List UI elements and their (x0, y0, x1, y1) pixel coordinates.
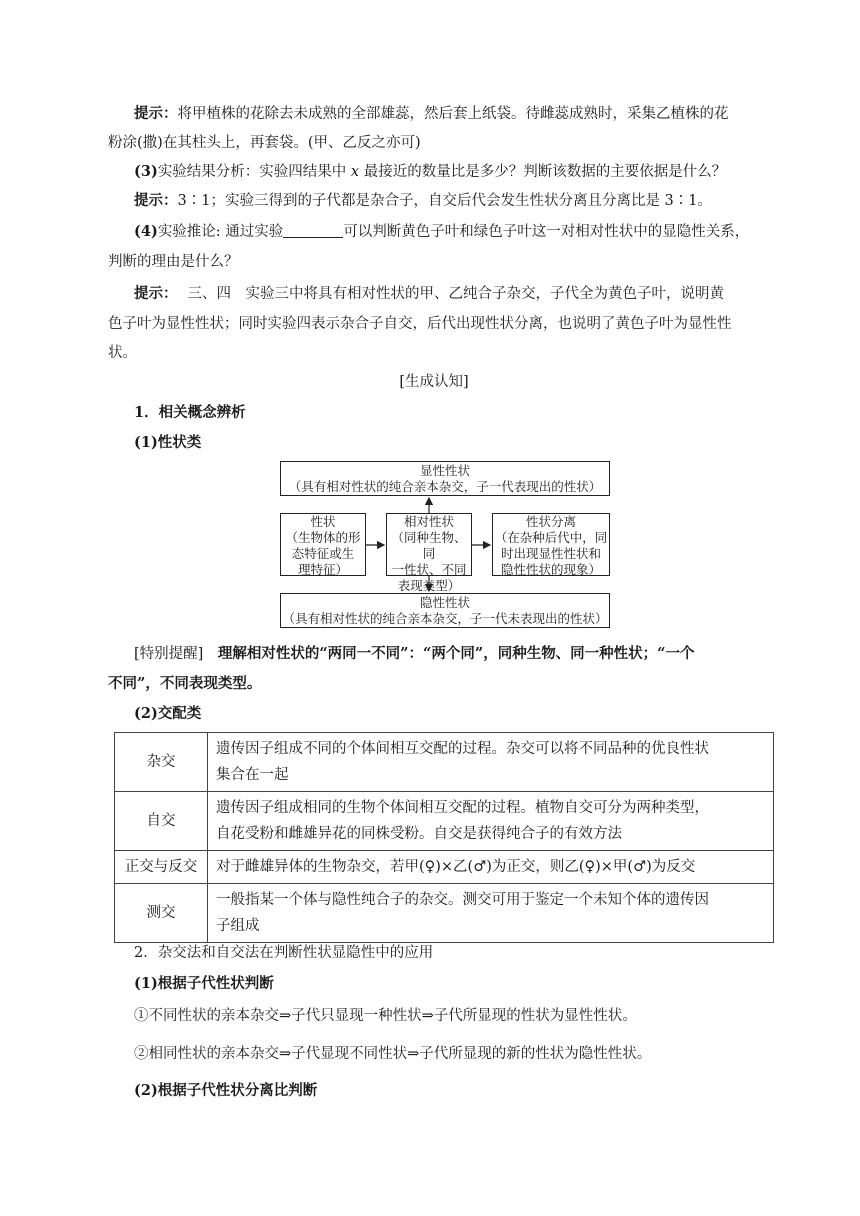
rule-1: ①不同性状的亲本杂交⇒子代只显现一种性状⇒子代所显现的性状为显性性状。 (134, 1008, 637, 1024)
hint-label: 提示： (134, 192, 178, 209)
box-desc-2: 态特征或生 (291, 546, 355, 561)
definition-cell (208, 792, 774, 851)
box-desc-3: 理特征） (297, 562, 348, 577)
box-desc-1: （在杂种后代中，同 (494, 530, 608, 545)
question-4-line-2: 判断的理由是什么？ (108, 254, 239, 270)
heading-2-2: (2)根据子代性状分离比判断 (134, 1082, 318, 1099)
variable-x: x (350, 164, 360, 180)
question-text-b: 可以判断黄色子叶和绿色子叶这一对相对性状中的显隐性关系， (343, 224, 750, 240)
heading-1-2: (2)交配类 (134, 705, 202, 722)
box-desc-1: （同种生物、同 (391, 530, 467, 561)
heading-2-1: (1)根据子代性状判断 (134, 975, 274, 992)
box-title: 性状分离 (525, 514, 576, 529)
special-reminder-line-2: 不同”，不同表现类型。 (108, 675, 262, 692)
question-text-a: 实验推论: 通过实验 (157, 224, 284, 240)
question-text-a: 实验结果分析：实验四结果中 (157, 164, 351, 180)
term-cell: 测交 (115, 884, 208, 943)
heading-1-1: (1)性状类 (134, 434, 202, 451)
heading-1: 1．相关概念辨析 (134, 404, 246, 421)
question-number: (3) (134, 163, 158, 180)
box-title: 性状 (310, 514, 336, 529)
definition-line: 集合在一起 (216, 767, 289, 783)
definition-line: 遗传因子组成相同的生物个体间相互交配的过程。植物自交可分为两种类型， (216, 800, 709, 816)
box-title: 显性性状 (419, 463, 470, 478)
table-row (115, 792, 774, 851)
box-desc-3: 隐性性状的现象） (500, 562, 601, 577)
hint-label: 提示： (134, 105, 178, 122)
hint-text: 将甲植株的花除去未成熟的全部雄蕊，然后套上纸袋。待雌蕊成熟时，采集乙植株的花 (177, 106, 729, 122)
reminder-text: 理解相对性状的“两同一不同”：“两个同”，同种生物、同一种性状；“一个 (203, 645, 695, 662)
box-desc-2: 一性状、不同 (391, 562, 467, 577)
heading-2: 2．杂交法和自交法在判断性状显隐性中的应用 (134, 945, 434, 961)
term-cell: 自交 (115, 792, 208, 851)
question-number: (4) (134, 223, 158, 240)
definition-line: 自花受粉和雌雄异花的同株受粉。自交是获得纯合子的有效方法 (216, 826, 622, 842)
definition-line: 一般指某一个体与隐性纯合子的杂交。测交可用于鉴定一个未知个体的遗传因 (216, 892, 709, 908)
rule-2: ②相同性状的亲本杂交⇒子代显现不同性状⇒子代所显现的新的性状为隐性性状。 (134, 1046, 652, 1062)
box-title: 相对性状 (403, 514, 454, 529)
term-cell: 杂交 (115, 733, 208, 792)
definition-line: 子组成 (216, 918, 260, 934)
box-desc-3: 表现类型） (397, 578, 461, 593)
reminder-tag: [特别提醒] (134, 646, 204, 662)
answer-text: 3∶1；实验三得到的子代都是杂合子，自交后代会发生性状分离且分离比是 3∶1。 (177, 193, 713, 209)
box-desc: （具有相对性状的纯合亲本杂交，子一代表现出的性状） (288, 479, 602, 494)
special-reminder (134, 644, 760, 664)
hint-label: 提示： (134, 285, 178, 302)
definition-line: 遗传因子组成不同的个体间相互交配的过程。杂交可以将不同品种的优良性状 (216, 741, 709, 757)
box-title: 隐性性状 (419, 595, 470, 610)
term-cell: 正交与反交 (115, 851, 208, 884)
definition-cell (208, 851, 774, 884)
answer-text: 三、四 实验三中将具有相对性状的甲、乙纯合子杂交，子代全为黄色子叶，说明黄 (187, 286, 724, 302)
box-desc: （具有相对性状的纯合亲本杂交，子一代未表现出的性状） (282, 611, 608, 626)
box-desc-2: 时出现显性性状和 (500, 546, 601, 561)
answer-4-line-3: 状。 (108, 345, 137, 361)
question-text-b: 最接近的数量比是多少？判断该数据的主要依据是什么？ (359, 164, 727, 180)
mating-table (114, 732, 774, 943)
definition-cell (208, 884, 774, 943)
table-row (115, 884, 774, 943)
definition-cell (208, 733, 774, 792)
definition-line: 对于雌雄异体的生物杂交，若甲(♀)×乙(♂)为正交，则乙(♀)×甲(♂)为反交 (216, 859, 696, 875)
box-desc-1: （生物体的形 (285, 530, 361, 545)
section-title: [生成认知] (399, 374, 469, 390)
answer-4-line-2: 色子叶为显性性状；同时实验四表示杂合子自交，后代出现性状分离，也说明了黄色子叶为显性性 (108, 316, 732, 332)
hint-line-2: 粉涂(撒)在其柱头上，再套袋。(甲、乙反之亦可) (108, 135, 421, 151)
table-row (115, 733, 774, 792)
table-row (115, 851, 774, 884)
